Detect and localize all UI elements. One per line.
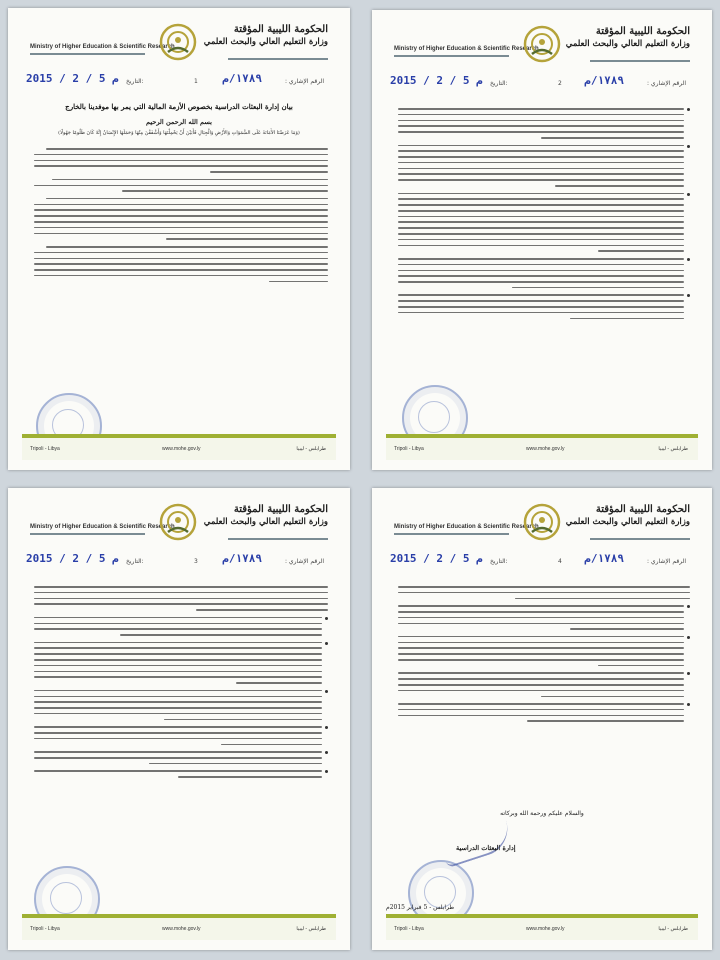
ref-label: الرقم الإشاري : bbox=[646, 80, 686, 87]
letterhead-arabic bbox=[204, 24, 328, 47]
document-page-4 bbox=[372, 488, 712, 950]
letterhead bbox=[8, 8, 350, 68]
reference-row bbox=[26, 552, 332, 574]
ministry-emblem-icon bbox=[522, 24, 562, 64]
basmala: بسم الله الرحمن الرحيم bbox=[146, 118, 212, 126]
letterhead bbox=[372, 10, 712, 70]
paragraph bbox=[34, 148, 328, 173]
body-text bbox=[34, 148, 328, 288]
handwritten-date: 2015 / 2 / 5 م bbox=[26, 72, 119, 85]
document-title: بيان إدارة البعثات الدراسية بخصوص الأزمة المالية التي يمر بها موفدينا بالخارج bbox=[65, 102, 293, 111]
handwritten-ref-number: ١٧٨٩/م bbox=[584, 552, 624, 565]
bullet-paragraph bbox=[34, 770, 328, 777]
letterhead-english: Ministry of Higher Education & Scientific Research bbox=[30, 44, 145, 55]
page-number: 2 bbox=[558, 80, 562, 87]
quran-verse: (وَمَا عَرَضْنَا الأَمَانَةَ عَلَى السَّمَوَاتِ وَالأَرْضِ وَالْجِبَالِ فَأَبَيْنَ أَنْ يَحْمِلْنَهَا وَأَشْفَقْنَ مِنْهَا وَحَمَلَهَا الإِنْسَانُ إِنَّهُ كَانَ ظَلُومًا جَهُولًا) bbox=[58, 130, 300, 136]
bullet-paragraph bbox=[34, 642, 328, 684]
letterhead-footer bbox=[386, 914, 698, 940]
footer-website: www.mohe.gov.ly bbox=[162, 926, 201, 932]
document-page-2 bbox=[372, 10, 712, 470]
ministry-emblem-icon bbox=[158, 502, 198, 542]
letterhead-arabic bbox=[204, 504, 328, 527]
letterhead-english: Ministry of Higher Education & Scientific Research bbox=[394, 46, 509, 57]
bullet-paragraph bbox=[398, 193, 690, 252]
letterhead-english: Ministry of Higher Education & Scientific Research bbox=[394, 524, 509, 535]
letterhead-footer bbox=[386, 434, 698, 460]
footer-city: Tripoli - Libya bbox=[30, 926, 60, 932]
letterhead-arabic bbox=[566, 504, 690, 527]
bullet-paragraph bbox=[398, 636, 690, 667]
signed-date: طرابلس - 5 فبراير 2015م bbox=[386, 904, 455, 911]
ministry-name: وزارة التعليم العالي والبحث العلمي bbox=[203, 37, 328, 47]
ministry-name: وزارة التعليم العالي والبحث العلمي bbox=[565, 517, 690, 527]
government-name: الحكومة الليبية المؤقتة bbox=[595, 26, 690, 37]
bullet-paragraph bbox=[34, 690, 328, 721]
date-label: التاريخ: bbox=[490, 80, 508, 87]
government-name: الحكومة الليبية المؤقتة bbox=[233, 24, 328, 35]
government-name: الحكومة الليبية المؤقتة bbox=[595, 504, 690, 515]
page-number: 4 bbox=[558, 558, 562, 565]
letterhead-arabic bbox=[566, 26, 690, 49]
header-rule bbox=[590, 538, 690, 540]
ministry-name: وزارة التعليم العالي والبحث العلمي bbox=[203, 517, 328, 527]
letterhead bbox=[8, 488, 350, 548]
handwritten-ref-number: ١٧٨٩/م bbox=[222, 72, 262, 85]
footer-city-arabic: طرابلس - ليبيا bbox=[296, 446, 326, 452]
document-page-3 bbox=[8, 488, 350, 950]
closing-salutation: والسلام عليكم ورحمة الله وبركاته bbox=[500, 810, 584, 817]
footer-website: www.mohe.gov.ly bbox=[162, 446, 201, 452]
handwritten-ref-number: ١٧٨٩/م bbox=[584, 74, 624, 87]
page-number: 1 bbox=[194, 78, 198, 85]
paragraph bbox=[34, 198, 328, 240]
footer-website: www.mohe.gov.ly bbox=[526, 446, 565, 452]
paragraph bbox=[398, 586, 690, 599]
bullet-paragraph bbox=[398, 703, 690, 722]
ministry-emblem-icon bbox=[522, 502, 562, 542]
bullet-paragraph bbox=[34, 617, 328, 636]
signatory-department: إدارة البعثات الدراسية bbox=[456, 844, 516, 852]
bullet-paragraph bbox=[398, 258, 690, 289]
handwritten-ref-number: ١٧٨٩/م bbox=[222, 552, 262, 565]
paragraph bbox=[34, 586, 328, 611]
body-text bbox=[398, 586, 690, 728]
reference-row bbox=[390, 74, 694, 96]
bullet-paragraph bbox=[34, 726, 328, 745]
letterhead-footer bbox=[22, 434, 336, 460]
footer-city: Tripoli - Libya bbox=[394, 926, 424, 932]
date-label: التاريخ: bbox=[490, 558, 508, 565]
handwritten-date: 2015 / 2 / 5 م bbox=[26, 552, 119, 565]
bullet-paragraph bbox=[398, 145, 690, 187]
paragraph bbox=[34, 179, 328, 192]
document-page-1 bbox=[8, 8, 350, 470]
footer-city: Tripoli - Libya bbox=[394, 446, 424, 452]
handwritten-date: 2015 / 2 / 5 م bbox=[390, 74, 483, 87]
footer-website: www.mohe.gov.ly bbox=[526, 926, 565, 932]
handwritten-date: 2015 / 2 / 5 م bbox=[390, 552, 483, 565]
reference-row bbox=[26, 72, 332, 94]
bullet-paragraph bbox=[398, 605, 690, 630]
footer-city-arabic: طرابلس - ليبيا bbox=[658, 446, 688, 452]
body-text bbox=[34, 586, 328, 784]
footer-city-arabic: طرابلس - ليبيا bbox=[296, 926, 326, 932]
ministry-name: وزارة التعليم العالي والبحث العلمي bbox=[565, 39, 690, 49]
letterhead-footer bbox=[22, 914, 336, 940]
paragraph bbox=[34, 246, 328, 282]
letterhead bbox=[372, 488, 712, 548]
date-label: التاريخ: bbox=[126, 78, 144, 85]
reference-row bbox=[390, 552, 694, 574]
footer-city-arabic: طرابلس - ليبيا bbox=[658, 926, 688, 932]
header-rule bbox=[590, 60, 690, 62]
header-rule bbox=[228, 58, 328, 60]
bullet-paragraph bbox=[398, 108, 690, 139]
ministry-emblem-icon bbox=[158, 22, 198, 62]
government-name: الحكومة الليبية المؤقتة bbox=[233, 504, 328, 515]
header-rule bbox=[228, 538, 328, 540]
ref-label: الرقم الإشاري : bbox=[646, 558, 686, 565]
footer-city: Tripoli - Libya bbox=[30, 446, 60, 452]
body-text bbox=[398, 108, 690, 325]
bullet-paragraph bbox=[34, 751, 328, 764]
page-number: 3 bbox=[194, 558, 198, 565]
bullet-paragraph bbox=[398, 672, 690, 697]
ref-label: الرقم الإشاري : bbox=[284, 558, 324, 565]
bullet-paragraph bbox=[398, 294, 690, 319]
date-label: التاريخ: bbox=[126, 558, 144, 565]
ref-label: الرقم الإشاري : bbox=[284, 78, 324, 85]
letterhead-english: Ministry of Higher Education & Scientific Research bbox=[30, 524, 145, 535]
